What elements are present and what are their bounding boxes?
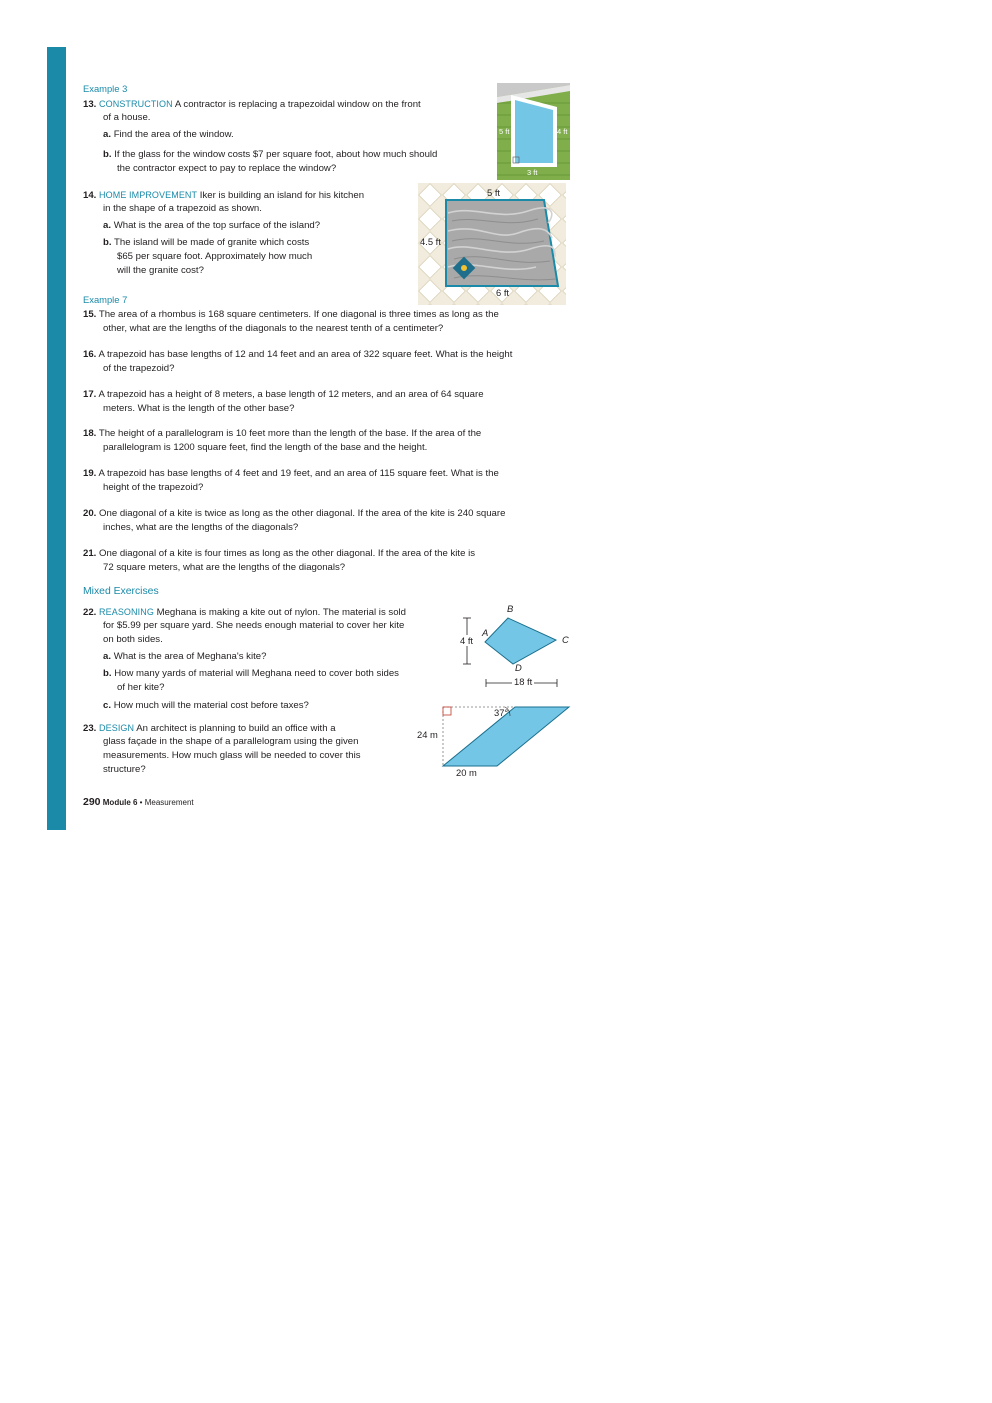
part-label: c.: [103, 700, 112, 711]
question-text: meters. What is the length of the other base?: [103, 403, 295, 414]
kite-vertex-b: B: [507, 603, 514, 614]
question-text: other, what are the lengths of the diagonals to the nearest tenth of a centimeter?: [103, 323, 444, 334]
parallelogram-angle-label: 37°: [494, 707, 509, 718]
part-text: the contractor expect to pay to replace the window?: [117, 163, 337, 174]
question-number: 18.: [83, 428, 97, 439]
parallelogram-figure: [414, 703, 574, 781]
part-label: b.: [103, 237, 112, 248]
question-keyword: HOME IMPROVEMENT: [99, 190, 198, 200]
question-text: A trapezoid has a height of 8 meters, a base length of 12 meters, and an area of 64 square: [98, 389, 484, 400]
question-number: 15.: [83, 309, 97, 320]
part-text: The island will be made of granite which costs: [114, 237, 310, 248]
part-text: What is the area of the top surface of the island?: [113, 220, 321, 231]
question-number: 22.: [83, 607, 97, 618]
question-number: 21.: [83, 548, 97, 559]
parallelogram-base-label: 20 m: [456, 767, 477, 778]
island-left-label: 4.5 ft: [420, 236, 441, 247]
part-label: b.: [103, 149, 112, 160]
part-label: a.: [103, 129, 112, 140]
part-text: $65 per square foot. Approximately how much: [117, 251, 313, 262]
question-keyword: CONSTRUCTION: [99, 99, 173, 109]
question-22b: [103, 667, 399, 681]
parallelogram-height-label: 24 m: [417, 729, 438, 740]
question-16: [83, 348, 512, 362]
question-number: 23.: [83, 723, 97, 734]
question-number: 13.: [83, 99, 97, 110]
footer-separator: •: [139, 798, 143, 807]
kite-figure: [455, 600, 575, 696]
question-15: [83, 308, 499, 322]
kite-vertex-a: A: [482, 627, 489, 638]
kite-height-label: 4 ft: [460, 635, 474, 646]
window-bottom-label: 3 ft: [527, 168, 538, 177]
question-number: 19.: [83, 468, 97, 479]
question-text: structure?: [103, 764, 146, 775]
question-text: parallelogram is 1200 square feet, find the length of the base and the height.: [103, 442, 428, 453]
question-text: A contractor is replacing a trapezoidal window on the front: [174, 99, 421, 110]
page-edge-bar: [47, 47, 66, 830]
question-text: for $5.99 per square yard. She needs enough material to cover her kite: [103, 620, 405, 631]
island-top-label: 5 ft: [487, 187, 501, 198]
question-text: height of the trapezoid?: [103, 482, 204, 493]
part-text: of her kite?: [117, 682, 165, 693]
question-text: measurements. How much glass will be needed to cover this: [103, 750, 361, 761]
part-text: If the glass for the window costs $7 per square foot, about how much should: [114, 149, 438, 160]
question-13: [83, 97, 421, 112]
question-text: Meghana is making a kite out of nylon. The material is sold: [156, 607, 406, 618]
part-text: How much will the material cost before taxes?: [113, 700, 309, 711]
question-18: [83, 427, 481, 441]
question-13a: [103, 128, 234, 142]
question-text: glass façade in the shape of a parallelogram using the given: [103, 736, 359, 747]
island-figure: [418, 183, 566, 305]
part-text: How many yards of material will Meghana need to cover both sides: [114, 668, 399, 679]
part-label: b.: [103, 668, 112, 679]
question-22c: [103, 699, 309, 713]
question-text: One diagonal of a kite is twice as long as the other diagonal. If the area of the kite is 240 square: [99, 508, 506, 519]
question-14: [83, 188, 364, 203]
part-text: will the granite cost?: [117, 265, 204, 276]
question-number: 16.: [83, 349, 97, 360]
question-17: [83, 388, 484, 402]
question-text: on both sides.: [103, 634, 163, 645]
question-text: The area of a rhombus is 168 square centimeters. If one diagonal is three times as long as the: [98, 309, 499, 320]
section-example-3: Example 3: [83, 83, 128, 94]
part-text: Find the area of the window.: [113, 129, 234, 140]
question-text: of the trapezoid?: [103, 363, 175, 374]
question-keyword: DESIGN: [99, 723, 135, 733]
question-text: An architect is planning to build an office with a: [136, 723, 336, 734]
question-text: in the shape of a trapezoid as shown.: [103, 203, 262, 214]
footer-module: Module 6: [102, 798, 138, 807]
question-22: [83, 605, 406, 620]
question-21: [83, 547, 475, 561]
kite-vertex-c: C: [562, 634, 569, 645]
question-text: One diagonal of a kite is four times as long as the other diagonal. If the area of the kite is: [99, 548, 475, 559]
question-text: The height of a parallelogram is 10 feet more than the length of the base. If the area of the: [98, 428, 482, 439]
question-text: A trapezoid has base lengths of 12 and 14 feet and an area of 322 square feet. What is the height: [98, 349, 513, 360]
window-left-label: 5 ft: [499, 127, 510, 136]
question-14b: [103, 236, 309, 250]
question-keyword: REASONING: [99, 607, 154, 617]
question-19: [83, 467, 499, 481]
part-label: a.: [103, 651, 112, 662]
footer-title: Measurement: [144, 798, 194, 807]
window-right-label: 4 ft: [557, 127, 568, 136]
page-number: 290: [83, 796, 101, 808]
part-label: a.: [103, 220, 112, 231]
window-figure: [497, 83, 570, 180]
question-number: 17.: [83, 389, 97, 400]
section-mixed-exercises: Mixed Exercises: [83, 586, 159, 597]
part-text: What is the area of Meghana's kite?: [113, 651, 267, 662]
question-number: 20.: [83, 508, 97, 519]
question-20: [83, 507, 505, 521]
question-text: A trapezoid has base lengths of 4 feet and 19 feet, and an area of 115 square feet. What is the: [98, 468, 499, 479]
page-footer: [83, 796, 194, 809]
question-13b: [103, 148, 437, 162]
question-text: of a house.: [103, 112, 151, 123]
kite-width-label: 18 ft: [514, 676, 533, 687]
question-text: 72 square meters, what are the lengths of the diagonals?: [103, 562, 346, 573]
section-example-7: Example 7: [83, 294, 128, 305]
question-text: Iker is building an island for his kitchen: [199, 190, 365, 201]
question-14a: [103, 219, 320, 233]
question-22a: [103, 650, 266, 664]
kite-vertex-d: D: [515, 662, 522, 673]
question-23: [83, 721, 336, 736]
island-bottom-label: 6 ft: [496, 287, 510, 298]
question-text: inches, what are the lengths of the diagonals?: [103, 522, 299, 533]
question-number: 14.: [83, 190, 97, 201]
